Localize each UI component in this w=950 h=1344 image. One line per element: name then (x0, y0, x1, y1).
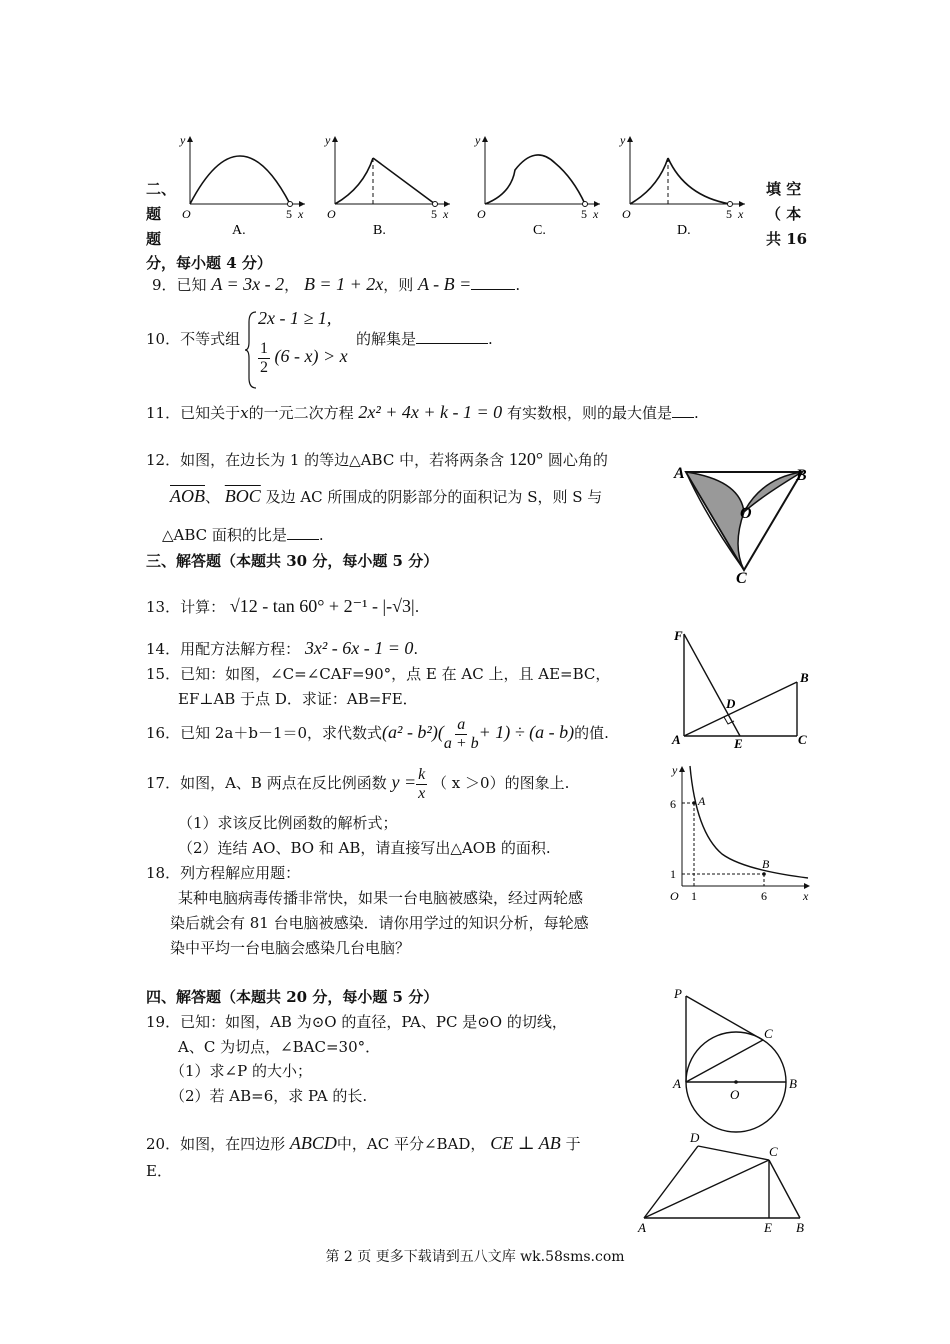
q15-line1: 15．已知：如图，∠C=∠CAF=90°，点 E 在 AC 上，且 AE=BC， (146, 665, 611, 683)
graph-c-xaxis: x (593, 207, 599, 221)
q17-fig-x: x (803, 889, 809, 903)
q15-fig-b: B (800, 670, 809, 685)
q20-fig-a: A (638, 1220, 646, 1235)
q13-text: 13．计算： (146, 598, 226, 616)
question-13 (146, 596, 419, 617)
graph-b-origin: O (327, 207, 336, 221)
q10-frac-num: 1 (260, 340, 268, 357)
q18-p1: 某种电脑病毒传播非常快，如果一台电脑被感染，经过两轮感 (178, 889, 584, 907)
q15-figure (664, 626, 814, 752)
q11-text3: 有实数根，则的最大值是 (506, 404, 672, 422)
question-16 (146, 716, 609, 752)
q16-text2: 的值. (574, 724, 609, 743)
q14-text: 14．用配方法解方程： (146, 640, 301, 658)
q15-line2: EF⊥AB 于点 D．求证：AB=FE． (178, 690, 418, 708)
q20-fig-d: D (690, 1130, 700, 1145)
q20-text3: 于 (565, 1135, 581, 1153)
q17-fig-tick-1y: 1 (670, 867, 676, 881)
q17-sub2: （2）连结 AO、BO 和 AB，请直接写出△AOB 的面积. (178, 839, 551, 857)
q10-after: 的解集是 (356, 330, 417, 348)
q12-angle: 120° (508, 449, 544, 469)
q9-end: . (515, 276, 521, 294)
q20-figure (632, 1126, 814, 1238)
q19-fig-c: C (764, 1026, 773, 1041)
graph-a-origin: O (182, 207, 191, 221)
q12-fig-o: O (740, 505, 752, 522)
q10-line1: 2x - 1 ≥ 1, (258, 308, 332, 328)
question-20 (146, 1133, 581, 1154)
q15-fig-c: C (798, 732, 807, 747)
graph-a-xaxis: x (298, 207, 304, 221)
q12-arc1: $\overline{AOB}$ (170, 486, 205, 506)
q10-line2-wrap (258, 340, 348, 376)
q10-brace-icon (244, 310, 258, 390)
q13-end: . (414, 598, 420, 616)
question-17 (146, 766, 569, 802)
graph-b-xmax: 5 (431, 207, 437, 221)
graph-option-b (315, 128, 460, 240)
q15-fig-a: A (672, 732, 681, 747)
graph-d-label: D. (677, 223, 691, 238)
section2-right-3: 共 16 (766, 230, 808, 248)
q11-text2: 的一元二次方程 (248, 404, 354, 422)
section4-title: 四、解答题（本题共 20 分，每小题 5 分） (146, 988, 439, 1006)
q18-p2: 染后就会有 81 台电脑被感染．请你用学过的知识分析，每轮感 (170, 914, 589, 932)
q12-arc2: $\overline{BOC}$ (224, 486, 261, 506)
q10-frac-den: 2 (260, 358, 268, 376)
q19-fig-p: P (674, 986, 682, 1001)
q12-answer-blank[interactable] (287, 525, 319, 540)
graph-a-xmax: 5 (286, 207, 292, 221)
q11-text1: 11．已知关于 (146, 404, 241, 422)
q14-expr: 3x² - 6x - 1 = 0 (304, 638, 414, 658)
q20-quad: ABCD (289, 1133, 337, 1153)
q19-line2: A、C 为切点，∠BAC=30°． (178, 1038, 381, 1056)
q12-figure (672, 458, 817, 586)
q12-line2: 及边 AC 所围成的阴影部分的面积记为 S，则 S 与 (265, 488, 603, 506)
q10-answer-blank[interactable] (416, 329, 488, 344)
q10-after-wrap (356, 328, 493, 349)
q20-perp: CE ⊥ AB (490, 1133, 561, 1153)
question-11 (146, 402, 699, 423)
q17-fig-y: y (672, 763, 678, 777)
q18-p3: 染中平均一台电脑会感染几台电脑？ (170, 939, 411, 957)
q9-then: ，则 (383, 276, 414, 294)
q19-figure (670, 984, 810, 1134)
question-12-line3 (162, 524, 324, 545)
q9-num: 9．已知 (152, 276, 207, 294)
graph-c-xmax: 5 (581, 207, 587, 221)
q12-line3: △ABC 面积的比是 (162, 526, 287, 544)
q19-fig-o: O (730, 1087, 740, 1102)
q17-frac-den: x (418, 784, 426, 802)
q12-fig-c: C (736, 570, 747, 586)
q20-text1: 20．如图，在四边形 (146, 1135, 286, 1153)
q17-fig-tick-6x: 6 (761, 889, 767, 903)
q16-frac-num: a (457, 716, 466, 733)
q19-fig-b: B (789, 1076, 797, 1091)
q16-expr-b: + 1) ÷ (a - b) (478, 722, 575, 743)
q14-end: . (413, 640, 419, 658)
question-14 (146, 638, 418, 659)
q15-fig-f: F (674, 628, 683, 643)
q10-num: 10．不等式组 (146, 330, 241, 348)
question-12-line1 (146, 449, 608, 470)
q15-fig-d: D (726, 696, 736, 711)
q17-fig-tick-1x: 1 (691, 889, 697, 903)
q19-sub2: （2）若 AB=6，求 PA 的长. (170, 1087, 368, 1105)
question-12-line2 (170, 486, 602, 507)
q13-expr: √12 - tan 60° + 2⁻¹ - |-√3| (229, 596, 415, 616)
q20-fig-e: E (764, 1220, 772, 1235)
q12-line1-end: 圆心角的 (547, 451, 608, 469)
q12-line1: 12．如图，在边长为 1 的等边△ABC 中，若将两条含 (146, 451, 505, 469)
section2-continuation: 分，每小题 4 分） (146, 254, 272, 272)
graph-option-c (465, 128, 610, 240)
q11-eq: 2x² + 4x + k - 1 = 0 (358, 402, 503, 422)
section2-right-1: 填 空 (766, 180, 802, 198)
q20-text2: 中，AC 平分∠BAD， (336, 1135, 486, 1153)
section3-title: 三、解答题（本题共 30 分，每小题 5 分） (146, 552, 439, 570)
q17-frac-num: k (418, 766, 426, 783)
q19-fig-a: A (673, 1076, 681, 1091)
q20-fig-b: B (796, 1220, 804, 1235)
graph-d-xaxis: x (738, 207, 744, 221)
q17-fig-a: A (698, 794, 706, 808)
q10-end: . (488, 330, 493, 348)
graph-a-yaxis: y (180, 133, 186, 147)
q17-fig-b: B (762, 857, 770, 871)
page-footer: 第 2 页 更多下载请到五八文库 wk.58sms.com (325, 1249, 625, 1265)
graph-d-yaxis: y (620, 133, 626, 147)
graph-option-a (170, 128, 315, 240)
q12-arc-sep: 、 (205, 488, 221, 506)
section2-right-2: （ 本 (766, 205, 802, 223)
q17-fig-tick-6y: 6 (670, 797, 676, 811)
graph-b-label: B. (373, 223, 386, 238)
q20-fig-c: C (769, 1144, 778, 1159)
q9-answer-blank[interactable] (471, 275, 515, 290)
q12-line3-end: . (318, 526, 324, 544)
q17-text2: （ x ＞0）的图象上. (432, 774, 570, 793)
q17-text1: 17．如图，A、B 两点在反比例函数 (146, 774, 387, 793)
graph-c-yaxis: y (475, 133, 481, 147)
section2-left-1: 二、 (146, 180, 177, 198)
question-9 (152, 274, 520, 295)
q11-answer-blank[interactable] (672, 403, 694, 418)
q10-line2: (6 - x) > x (274, 346, 348, 367)
graph-b-xaxis: x (443, 207, 449, 221)
q19-line1: 19．已知：如图，AB 为⊙O 的直径，PA、PC 是⊙O 的切线， (146, 1013, 567, 1031)
q17-sub1: （1）求该反比例函数的解析式； (178, 814, 398, 832)
graph-option-d (610, 128, 755, 240)
q17-figure (662, 762, 814, 904)
q19-sub1: （1）求∠P 的大小； (170, 1062, 312, 1080)
q9-expr1: A = 3x - 2 (211, 274, 285, 294)
q16-text1: 16．已知 2a＋b－1＝0，求代数式 (146, 724, 383, 743)
q18-title: 18．列方程解应用题： (146, 864, 301, 882)
q17-fig-o: O (670, 889, 679, 903)
graph-b-yaxis: y (325, 133, 331, 147)
graph-c-origin: O (477, 207, 486, 221)
q11-end: . (693, 404, 699, 422)
q9-sep: ， (284, 276, 300, 294)
q20-line2: E． (146, 1162, 172, 1180)
q12-fig-b: B (796, 467, 807, 484)
section2-left-2: 题 (146, 205, 162, 223)
q16-expr-a: (a² - b²)( (382, 722, 444, 743)
q16-frac-den: a + b (443, 734, 479, 752)
q17-func-y: y = (391, 772, 417, 793)
q12-fig-a: A (674, 465, 685, 482)
section2-left-3: 题 (146, 230, 162, 248)
q9-expr2: B = 1 + 2x (303, 274, 384, 294)
graph-d-origin: O (622, 207, 631, 221)
q15-fig-e: E (734, 736, 743, 751)
q9-expr3: A - B = (418, 274, 472, 294)
graph-c-label: C. (533, 223, 546, 238)
graph-d-xmax: 5 (726, 207, 732, 221)
graph-a-label: A. (232, 223, 246, 238)
q11-var: x (240, 404, 249, 422)
